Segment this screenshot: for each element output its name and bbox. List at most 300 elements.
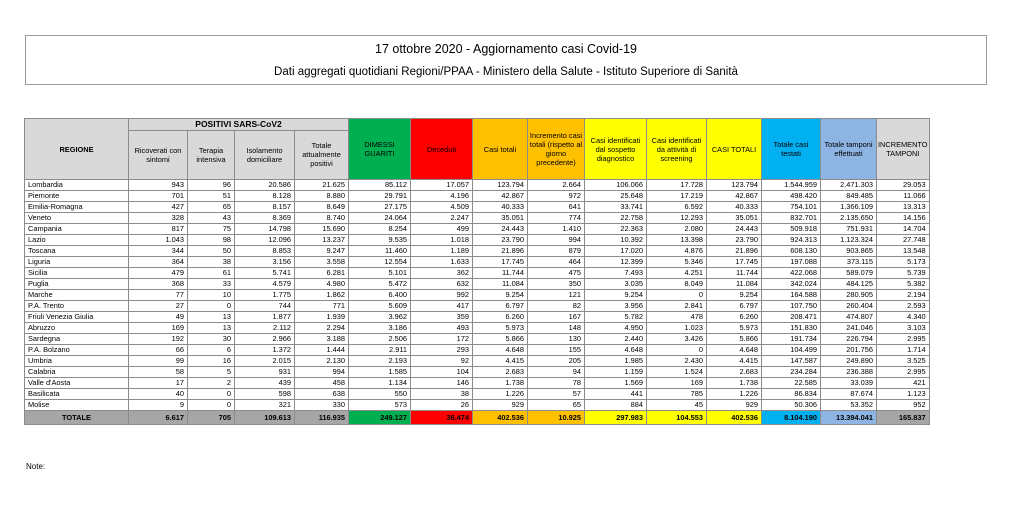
- data-cell: 107.750: [762, 301, 821, 312]
- data-cell: 208.471: [762, 312, 821, 323]
- region-name-cell: Molise: [25, 400, 129, 411]
- data-cell: 11.084: [707, 279, 762, 290]
- data-cell: 368: [129, 279, 188, 290]
- data-cell: 12.293: [647, 213, 707, 224]
- data-cell: 2.193: [349, 356, 411, 367]
- data-cell: 85.112: [349, 180, 411, 191]
- data-cell: 1.738: [707, 378, 762, 389]
- region-name-cell: Campania: [25, 224, 129, 235]
- data-cell: 8.128: [235, 191, 295, 202]
- data-cell: 17.219: [647, 191, 707, 202]
- data-cell: 2.015: [235, 356, 295, 367]
- data-cell: 321: [235, 400, 295, 411]
- data-cell: 11.460: [349, 246, 411, 257]
- data-cell: 17.745: [707, 257, 762, 268]
- table-row: [25, 400, 930, 411]
- data-cell: 11.066: [877, 191, 930, 202]
- data-cell: 1.366.109: [821, 202, 877, 213]
- data-cell: 23.790: [473, 235, 528, 246]
- data-cell: 475: [528, 268, 585, 279]
- report-subtitle: Dati aggregati quotidiani Regioni/PPAA - Ministero della Salute - Istituto Superiore di Sanità: [274, 66, 738, 78]
- data-cell: 77: [129, 290, 188, 301]
- data-cell: 8.369: [235, 213, 295, 224]
- data-cell: 479: [129, 268, 188, 279]
- data-cell: 6.592: [647, 202, 707, 213]
- col-header-tamponi: Totale tamponi effettuati: [821, 119, 877, 180]
- data-cell: 0: [188, 400, 235, 411]
- data-cell: 50.306: [762, 400, 821, 411]
- data-cell: 373.115: [821, 257, 877, 268]
- data-cell: 236.388: [821, 367, 877, 378]
- col-header-ricoverati: Ricoverati con sintomi: [129, 130, 188, 179]
- region-name-cell: Calabria: [25, 367, 129, 378]
- data-cell: 2.995: [877, 334, 930, 345]
- data-cell: 29.791: [349, 191, 411, 202]
- data-cell: 972: [528, 191, 585, 202]
- data-cell: 8.853: [235, 246, 295, 257]
- region-name-cell: Piemonte: [25, 191, 129, 202]
- data-cell: 92: [411, 356, 473, 367]
- data-cell: 2.294: [295, 323, 349, 334]
- data-cell: 3.525: [877, 356, 930, 367]
- data-cell: 12.096: [235, 235, 295, 246]
- data-cell: 241.046: [821, 323, 877, 334]
- data-cell: 66: [129, 345, 188, 356]
- col-header-deceduti: Deceduti: [411, 119, 473, 180]
- data-cell: 2.841: [647, 301, 707, 312]
- table-row: [25, 279, 930, 290]
- region-name-cell: P.A. Trento: [25, 301, 129, 312]
- data-cell: 234.284: [762, 367, 821, 378]
- data-cell: 0: [188, 389, 235, 400]
- data-cell: 3.186: [349, 323, 411, 334]
- data-cell: 78: [528, 378, 585, 389]
- data-cell: 21.896: [707, 246, 762, 257]
- data-cell: 493: [411, 323, 473, 334]
- data-cell: 1.544.959: [762, 180, 821, 191]
- table-row: [25, 246, 930, 257]
- data-cell: 994: [528, 235, 585, 246]
- data-cell: 35.051: [707, 213, 762, 224]
- data-cell: 61: [188, 268, 235, 279]
- data-cell: 11.744: [473, 268, 528, 279]
- data-cell: 4.579: [235, 279, 295, 290]
- data-cell: 42.867: [707, 191, 762, 202]
- data-cell: 589.079: [821, 268, 877, 279]
- data-cell: 21.625: [295, 180, 349, 191]
- data-cell: 1.714: [877, 345, 930, 356]
- data-cell: 17.057: [411, 180, 473, 191]
- data-cell: 5.739: [877, 268, 930, 279]
- total-cell: 116.935: [295, 411, 349, 425]
- data-cell: 16: [188, 356, 235, 367]
- data-cell: 5.741: [235, 268, 295, 279]
- data-cell: 1.569: [585, 378, 647, 389]
- data-cell: 3.956: [585, 301, 647, 312]
- data-cell: 40.333: [707, 202, 762, 213]
- data-cell: 4.415: [707, 356, 762, 367]
- data-cell: 1.410: [528, 224, 585, 235]
- data-cell: 167: [528, 312, 585, 323]
- col-header-incremento-casi: Incremento casi totali (rispetto al giorno precedente): [528, 119, 585, 180]
- data-cell: 53.352: [821, 400, 877, 411]
- data-cell: 832.701: [762, 213, 821, 224]
- data-cell: 1.043: [129, 235, 188, 246]
- col-header-sospetto-diagnostico: Casi identificati dal sospetto diagnostico: [585, 119, 647, 180]
- data-cell: 21.896: [473, 246, 528, 257]
- table-row: [25, 301, 930, 312]
- data-cell: 98: [188, 235, 235, 246]
- data-cell: 1.862: [295, 290, 349, 301]
- data-cell: 330: [295, 400, 349, 411]
- table-row: [25, 367, 930, 378]
- data-cell: 328: [129, 213, 188, 224]
- data-cell: 362: [411, 268, 473, 279]
- data-cell: 17: [129, 378, 188, 389]
- data-cell: 164.588: [762, 290, 821, 301]
- data-cell: 9.254: [585, 290, 647, 301]
- data-cell: 94: [528, 367, 585, 378]
- data-cell: 10.392: [585, 235, 647, 246]
- table-row: [25, 290, 930, 301]
- data-cell: 87.674: [821, 389, 877, 400]
- data-cell: 33.039: [821, 378, 877, 389]
- region-name-cell: Abruzzo: [25, 323, 129, 334]
- data-cell: 478: [647, 312, 707, 323]
- data-cell: 65: [528, 400, 585, 411]
- group-header-positivi: POSITIVI SARS-CoV2: [129, 119, 349, 131]
- data-cell: 45: [647, 400, 707, 411]
- data-cell: 3.188: [295, 334, 349, 345]
- data-cell: 5.472: [349, 279, 411, 290]
- data-cell: 22.363: [585, 224, 647, 235]
- data-cell: 884: [585, 400, 647, 411]
- data-cell: 3.426: [647, 334, 707, 345]
- covid-data-table: [24, 118, 930, 425]
- table-row: [25, 378, 930, 389]
- data-cell: 20.586: [235, 180, 295, 191]
- data-cell: 7.493: [585, 268, 647, 279]
- data-cell: 50: [188, 246, 235, 257]
- col-header-screening: Casi identificati da attività di screening: [647, 119, 707, 180]
- data-cell: 22.585: [762, 378, 821, 389]
- data-cell: 5.973: [707, 323, 762, 334]
- total-cell: 165.837: [877, 411, 930, 425]
- data-cell: 422.068: [762, 268, 821, 279]
- data-cell: 2.194: [877, 290, 930, 301]
- total-cell: 6.617: [129, 411, 188, 425]
- data-cell: 2.440: [585, 334, 647, 345]
- col-header-terapia-intensiva: Terapia intensiva: [188, 130, 235, 179]
- data-cell: 2.683: [473, 367, 528, 378]
- col-header-casi-totali: Casi totali: [473, 119, 528, 180]
- data-cell: 3.035: [585, 279, 647, 290]
- data-cell: 2.966: [235, 334, 295, 345]
- data-cell: 929: [707, 400, 762, 411]
- region-name-cell: Puglia: [25, 279, 129, 290]
- data-cell: 344: [129, 246, 188, 257]
- data-cell: 13.313: [877, 202, 930, 213]
- data-cell: 146: [411, 378, 473, 389]
- data-cell: 0: [188, 301, 235, 312]
- data-cell: 121: [528, 290, 585, 301]
- data-cell: 4.196: [411, 191, 473, 202]
- data-cell: 151.830: [762, 323, 821, 334]
- table-row: [25, 224, 930, 235]
- data-cell: 38: [188, 257, 235, 268]
- data-cell: 903.865: [821, 246, 877, 257]
- total-cell: 402.536: [707, 411, 762, 425]
- data-cell: 86.834: [762, 389, 821, 400]
- region-name-cell: Toscana: [25, 246, 129, 257]
- data-cell: 65: [188, 202, 235, 213]
- data-cell: 6.260: [473, 312, 528, 323]
- data-cell: 1.372: [235, 345, 295, 356]
- data-cell: 3.103: [877, 323, 930, 334]
- data-cell: 1.939: [295, 312, 349, 323]
- data-cell: 458: [295, 378, 349, 389]
- data-cell: 849.485: [821, 191, 877, 202]
- data-cell: 350: [528, 279, 585, 290]
- data-cell: 0: [647, 345, 707, 356]
- col-header-casi-totali-upper: CASI TOTALI: [707, 119, 762, 180]
- region-name-cell: Basilicata: [25, 389, 129, 400]
- data-cell: 5.866: [473, 334, 528, 345]
- total-cell: 109.613: [235, 411, 295, 425]
- data-cell: 24.443: [473, 224, 528, 235]
- data-cell: 192: [129, 334, 188, 345]
- data-cell: 608.130: [762, 246, 821, 257]
- data-cell: 8.649: [295, 202, 349, 213]
- data-cell: 3.962: [349, 312, 411, 323]
- data-cell: 8.049: [647, 279, 707, 290]
- table-row: [25, 356, 930, 367]
- data-cell: 58: [129, 367, 188, 378]
- data-cell: 952: [877, 400, 930, 411]
- data-cell: 13: [188, 312, 235, 323]
- data-cell: 25.648: [585, 191, 647, 202]
- data-cell: 169: [129, 323, 188, 334]
- col-header-region: REGIONE: [25, 119, 129, 180]
- data-cell: 5.173: [877, 257, 930, 268]
- data-cell: 75: [188, 224, 235, 235]
- table-body: [25, 180, 930, 425]
- table-row: [25, 334, 930, 345]
- table-row: [25, 389, 930, 400]
- data-cell: 24.443: [707, 224, 762, 235]
- region-name-cell: Emilia-Romagna: [25, 202, 129, 213]
- data-cell: 509.918: [762, 224, 821, 235]
- data-cell: 5.346: [647, 257, 707, 268]
- data-cell: 123.794: [473, 180, 528, 191]
- data-cell: 17.020: [585, 246, 647, 257]
- data-cell: 172: [411, 334, 473, 345]
- col-header-totale-positivi: Totale attualmente positivi: [295, 130, 349, 179]
- data-cell: 754.101: [762, 202, 821, 213]
- data-cell: 5.782: [585, 312, 647, 323]
- data-cell: 4.340: [877, 312, 930, 323]
- data-cell: 2.911: [349, 345, 411, 356]
- data-cell: 9.535: [349, 235, 411, 246]
- report-title: 17 ottobre 2020 - Aggiornamento casi Covid-19: [375, 42, 637, 56]
- data-cell: 9: [129, 400, 188, 411]
- data-cell: 9.254: [707, 290, 762, 301]
- data-cell: 701: [129, 191, 188, 202]
- data-cell: 148: [528, 323, 585, 334]
- data-cell: 51: [188, 191, 235, 202]
- data-cell: 5.382: [877, 279, 930, 290]
- data-cell: 1.189: [411, 246, 473, 257]
- data-cell: 1.226: [473, 389, 528, 400]
- data-cell: 99: [129, 356, 188, 367]
- data-cell: 1.018: [411, 235, 473, 246]
- data-cell: 35.051: [473, 213, 528, 224]
- data-cell: 8.740: [295, 213, 349, 224]
- table-row: [25, 268, 930, 279]
- data-cell: 2.471.303: [821, 180, 877, 191]
- data-cell: 879: [528, 246, 585, 257]
- data-cell: 13: [188, 323, 235, 334]
- data-cell: 3.156: [235, 257, 295, 268]
- col-header-isolamento: Isolamento domiciliare: [235, 130, 295, 179]
- data-cell: 2.247: [411, 213, 473, 224]
- data-cell: 364: [129, 257, 188, 268]
- data-cell: 260.404: [821, 301, 877, 312]
- total-cell: 104.553: [647, 411, 707, 425]
- data-cell: 27: [129, 301, 188, 312]
- data-cell: 4.950: [585, 323, 647, 334]
- data-cell: 2.112: [235, 323, 295, 334]
- region-name-cell: Marche: [25, 290, 129, 301]
- data-cell: 96: [188, 180, 235, 191]
- data-cell: 1.738: [473, 378, 528, 389]
- data-cell: 123.794: [707, 180, 762, 191]
- data-cell: 293: [411, 345, 473, 356]
- data-cell: 4.876: [647, 246, 707, 257]
- data-cell: 104.499: [762, 345, 821, 356]
- data-cell: 2.080: [647, 224, 707, 235]
- data-cell: 104: [411, 367, 473, 378]
- data-cell: 6.797: [707, 301, 762, 312]
- total-cell: 10.925: [528, 411, 585, 425]
- total-cell: 402.536: [473, 411, 528, 425]
- table-row: [25, 202, 930, 213]
- note-label: Note:: [26, 462, 46, 471]
- region-name-cell: Sardegna: [25, 334, 129, 345]
- data-cell: 33.741: [585, 202, 647, 213]
- data-cell: 751.931: [821, 224, 877, 235]
- data-cell: 33: [188, 279, 235, 290]
- data-cell: 13.548: [877, 246, 930, 257]
- data-cell: 205: [528, 356, 585, 367]
- data-cell: 6.260: [707, 312, 762, 323]
- region-name-cell: Lazio: [25, 235, 129, 246]
- region-name-cell: Valle d'Aosta: [25, 378, 129, 389]
- data-cell: 1.877: [235, 312, 295, 323]
- table-row: [25, 191, 930, 202]
- data-cell: 943: [129, 180, 188, 191]
- data-cell: 785: [647, 389, 707, 400]
- data-cell: 4.648: [473, 345, 528, 356]
- data-cell: 5.101: [349, 268, 411, 279]
- data-cell: 1.123: [877, 389, 930, 400]
- data-cell: 2.130: [295, 356, 349, 367]
- data-cell: 11.084: [473, 279, 528, 290]
- title-box: [25, 35, 987, 85]
- region-name-cell: Friuli Venezia Giulia: [25, 312, 129, 323]
- data-cell: 439: [235, 378, 295, 389]
- data-cell: 342.024: [762, 279, 821, 290]
- data-cell: 11.744: [707, 268, 762, 279]
- data-cell: 9.247: [295, 246, 349, 257]
- data-cell: 2.995: [877, 367, 930, 378]
- table-row: [25, 323, 930, 334]
- region-name-cell: P.A. Bolzano: [25, 345, 129, 356]
- data-cell: 40: [129, 389, 188, 400]
- data-cell: 2.593: [877, 301, 930, 312]
- data-cell: 201.756: [821, 345, 877, 356]
- data-cell: 1.524: [647, 367, 707, 378]
- data-cell: 5: [188, 367, 235, 378]
- data-cell: 40.333: [473, 202, 528, 213]
- data-cell: 4.648: [707, 345, 762, 356]
- total-row: [25, 411, 930, 425]
- total-cell: 705: [188, 411, 235, 425]
- data-cell: 6: [188, 345, 235, 356]
- table-row: [25, 213, 930, 224]
- data-cell: 598: [235, 389, 295, 400]
- data-cell: 817: [129, 224, 188, 235]
- data-cell: 774: [528, 213, 585, 224]
- data-cell: 421: [877, 378, 930, 389]
- data-cell: 5.866: [707, 334, 762, 345]
- data-cell: 82: [528, 301, 585, 312]
- data-cell: 2: [188, 378, 235, 389]
- data-cell: 484.125: [821, 279, 877, 290]
- data-cell: 2.506: [349, 334, 411, 345]
- data-cell: 1.159: [585, 367, 647, 378]
- data-cell: 4.415: [473, 356, 528, 367]
- data-cell: 6.797: [473, 301, 528, 312]
- data-cell: 9.254: [473, 290, 528, 301]
- data-cell: 931: [235, 367, 295, 378]
- data-cell: 1.775: [235, 290, 295, 301]
- data-cell: 632: [411, 279, 473, 290]
- data-cell: 14.704: [877, 224, 930, 235]
- data-cell: 573: [349, 400, 411, 411]
- data-cell: 249.890: [821, 356, 877, 367]
- data-cell: 1.585: [349, 367, 411, 378]
- total-cell: 36.474: [411, 411, 473, 425]
- data-cell: 929: [473, 400, 528, 411]
- table-row: [25, 235, 930, 246]
- data-cell: 499: [411, 224, 473, 235]
- total-label-cell: TOTALE: [25, 411, 129, 425]
- data-cell: 191.734: [762, 334, 821, 345]
- data-cell: 8.157: [235, 202, 295, 213]
- data-cell: 4.648: [585, 345, 647, 356]
- data-cell: 1.226: [707, 389, 762, 400]
- data-cell: 992: [411, 290, 473, 301]
- region-name-cell: Umbria: [25, 356, 129, 367]
- data-cell: 38: [411, 389, 473, 400]
- data-cell: 498.420: [762, 191, 821, 202]
- data-cell: 8.880: [295, 191, 349, 202]
- data-cell: 1.023: [647, 323, 707, 334]
- table-row: [25, 345, 930, 356]
- total-cell: 297.983: [585, 411, 647, 425]
- data-cell: 197.088: [762, 257, 821, 268]
